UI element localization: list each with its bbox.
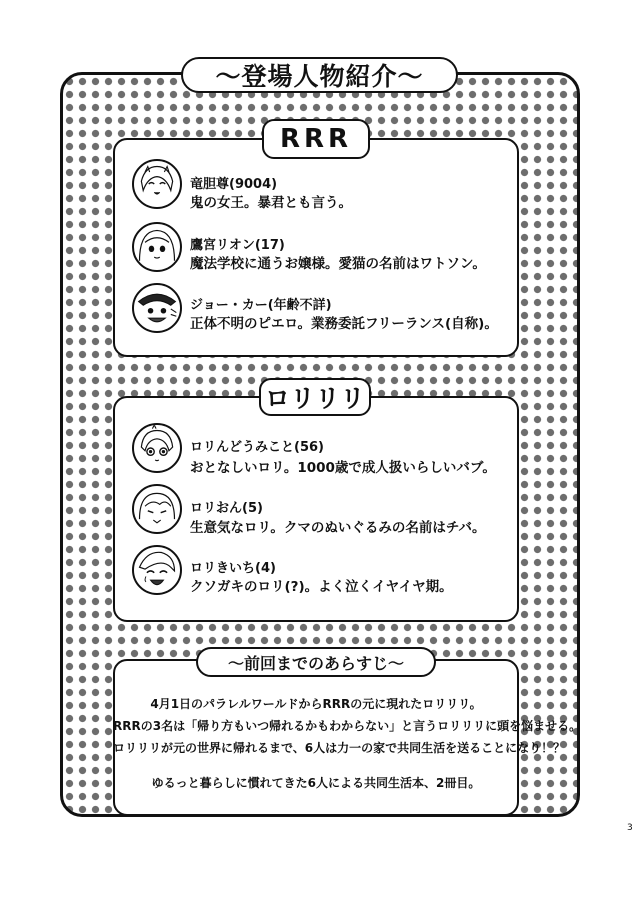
story-section [113,659,582,816]
rrr-section-label [262,119,370,159]
character-portrait-icon [132,159,182,209]
page-number: 3 [627,823,633,833]
character-description: 鬼の女王。暴君とも言う。 [190,195,352,211]
character-portrait-icon [132,283,182,333]
character-description: 魔法学校に通うお嬢様。愛猫の名前はワトソン。 [190,256,486,272]
page-title [181,57,458,93]
lolilili-section-label [259,378,371,416]
character-portrait-icon [132,484,182,534]
lolilili-section-label-text: ロリリリ [264,384,365,413]
character-name: ロリおん(5) [190,501,263,516]
character-name: 竜胆尊(9004) [190,177,278,192]
page-title-text: ～登場人物紹介～ [215,62,424,91]
character-description: クソガキのロリ(?)。よく泣くイヤイヤ期。 [190,579,453,595]
character-portrait-icon [132,423,182,473]
character-name: ロリきいち(4) [190,561,276,576]
character-name: ジョー・カー(年齢不詳) [190,298,332,313]
story-text-line: 4月1日のパラレルワールドからRRRの元に現れたロリリリ。 [150,697,482,711]
character-name: 鷹宮リオン(17) [190,238,285,253]
character-description: おとなしいロリ。1000歳で成人扱いらしいバブ。 [190,460,496,476]
character-description: 正体不明のピエロ。業務委託フリーランス(自称)。 [190,316,498,332]
story-text-line: ゆるっと暮らしに慣れてきた6人による共同生活本、2冊目。 [151,776,481,790]
story-text-line: ロリリリが元の世界に帰れるまで、6人は力一の家で共同生活を送ることになり！？ [113,741,566,755]
story-text-line: RRRの3名は「帰り方もいつ帰れるかもわからない」と言うロリリリに頭を悩ませる。 [113,719,582,733]
story-section-label [196,647,436,677]
character-portrait-icon [132,222,182,272]
character-description: 生意気なロリ。クマのぬいぐるみの名前はチバ。 [190,520,486,536]
character-portrait-icon [132,545,182,595]
rrr-section-label-text: RRR [279,124,353,154]
character-name: ロリんどうみこと(56) [190,440,324,455]
story-section-label-text: ～前回までのあらすじ～ [227,653,404,673]
